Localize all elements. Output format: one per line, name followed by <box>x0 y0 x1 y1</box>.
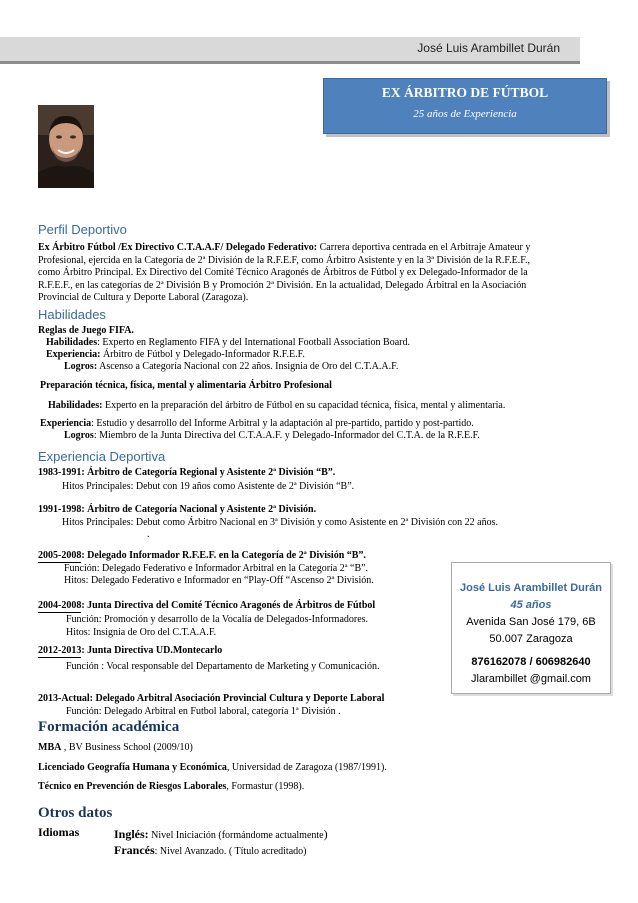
exp3-line1: Función: Delegado Federativo e Informador Arbitral en la Categoría 2ª “B”. <box>64 563 369 574</box>
hab-group2-title: Preparación técnica, física, mental y alimentaria Árbitro Profesional <box>40 380 332 391</box>
contact-address1: Avenida San José 179, 6B <box>466 616 596 628</box>
exp2-dot: . <box>147 529 150 540</box>
hab-g2-experiencia-text: : Estudio y desarrollo del Informe Arbitral y la adaptación al pre-partido, partido y post-partido. <box>91 418 474 429</box>
hab-g2-logros-text: : Miembro de la Junta Directiva del C.T.A.A.F. y Delegado-Informador del C.T.A. de la R.F.E.F. <box>93 430 480 441</box>
exp4-line2: Hitos: Insignia de Oro del C.T.A.A.F. <box>66 627 217 638</box>
title-box-subtitle: 25 años de Experiencia <box>413 108 517 120</box>
contact-box <box>451 562 611 694</box>
perfil-paragraph <box>38 242 598 305</box>
perfil-line5: Provincial de Cultura y Deporte Laboral (Zaragoza). <box>38 292 249 304</box>
perfil-line2: Profesional, ejercida en la Categoría de 2ª División de la R.F.E.F, como Árbitro Asistente y en la 3ª División de la R.F.E.F., <box>38 254 530 266</box>
perfil-line1: Carrera deportiva centrada en el Arbitraje Amateur y <box>317 242 531 253</box>
experiencia-heading: Experiencia Deportiva <box>38 449 166 464</box>
profile-photo <box>38 105 94 188</box>
contact-address2: 50.007 Zaragoza <box>489 633 573 645</box>
exp2-title: 1991-1998: Árbitro de Categoría Nacional y Asistente 2ª División. <box>38 504 317 515</box>
otros-heading: Otros datos <box>38 805 113 821</box>
hab-g1-logros-text: Ascenso a Categoría Nacional con 22 años. Insignia de Oro del C.T.A.A.F. <box>97 361 399 372</box>
formacion-heading: Formación académica <box>38 719 180 735</box>
contact-name: José Luis Arambillet Durán <box>459 582 603 594</box>
exp3-title: : Delegado Informador R.F.E.F. en la Categoría de 2ª División “B”. <box>81 550 366 561</box>
ingles-label: Inglés: <box>114 827 149 841</box>
frances-label: Francés <box>114 843 155 857</box>
form3-text: , Formastur (1998). <box>226 781 305 792</box>
hab-g1-logros-label: Logros: <box>64 361 98 372</box>
exp3-line2: Hitos: Delegado Federativo e Informador en “Play-Off “Ascenso 2ª División. <box>64 575 374 586</box>
hab-g1-habilidades-label: Habilidades <box>46 337 98 348</box>
hab-g2-habilidades-text: Experto en la preparación del árbitro de Fútbol en su capacidad técnica, física, mental y alimentaria. <box>102 400 506 411</box>
hab-g2-experiencia-label: Experiencia <box>40 418 92 429</box>
exp1-line1: Hitos Principales: Debut con 19 años como Asistente de 2ª División “B”. <box>62 481 355 492</box>
perfil-heading: Perfil Deportivo <box>38 222 127 237</box>
title-box <box>323 78 607 134</box>
form1-text: , BV Business School (2009/10) <box>61 742 193 753</box>
form2-bold: Licenciado Geografía Humana y Económica <box>38 762 227 773</box>
exp2-line1: Hitos Principales: Debut como Árbitro Nacional en 3ª División y como Asistente en 2ª División con 22 años. <box>62 517 499 528</box>
form3-bold: Técnico en Prevención de Riesgos Laborales <box>38 781 227 792</box>
header-bar-shadow <box>0 61 580 64</box>
idiomas-label: Idiomas <box>38 825 80 839</box>
perfil-line3: como Árbitro Principal. Ex Directivo del Comité Técnico Aragonés de Árbitros de Fútbol y ex Delegado-Informador de la <box>38 267 528 279</box>
exp4-year: 2004-2008 <box>38 600 82 611</box>
contact-phones: 876162078 / 606982640 <box>471 656 591 668</box>
perfil-lead: Ex Árbitro Fútbol /Ex Directivo C.T.A.A.F/ Delegado Federativo: <box>38 242 318 253</box>
exp4-title: : Junta Directiva del Comité Técnico Aragonés de Árbitros de Fútbol <box>81 600 376 611</box>
frances-text: : Nivel Avanzado. ( Título acreditado) <box>154 846 307 857</box>
hab-g1-experiencia-text: Árbitro de Fútbol y Delegado-Informador R.F.E.F. <box>100 349 305 360</box>
contact-email[interactable]: Jlarambillet @gmail.com <box>471 673 591 685</box>
ingles-paren: ) <box>323 827 328 841</box>
exp6-line1: Función: Delegado Arbitral en Futbol laboral, categoría 1ª División . <box>66 706 341 717</box>
hab-group1-title: Reglas de Juego FIFA. <box>38 325 134 336</box>
exp5-line1: Función : Vocal responsable del Departamento de Marketing y Comunicación. <box>66 661 380 672</box>
habilidades-heading: Habilidades <box>38 307 106 322</box>
exp4-line1: Función: Promoción y desarrollo de la Vocalía de Delegados-Informadores. <box>66 614 369 625</box>
person-photo-icon <box>38 105 94 188</box>
perfil-line4: R.F.E.F., en las categorías de 2ª División B y Promoción 2ª División. En la actualidad, Delegado Árbitral en la Asociación <box>38 279 527 291</box>
header-name: José Luis Arambillet Durán <box>417 41 560 55</box>
contact-age: 45 años <box>510 599 552 611</box>
ingles-text: Nivel Iniciación (formándome actualmente <box>148 830 324 841</box>
exp3-year: 2005-2008 <box>38 550 82 561</box>
exp5-title: : Junta Directiva UD.Montecarlo <box>81 645 223 656</box>
hab-g2-habilidades-label: Habilidades: <box>48 400 103 411</box>
form1-bold: MBA <box>38 742 62 753</box>
hab-g1-habilidades-text: : Experto en Reglamento FIFA y del International Football Association Board. <box>97 337 410 348</box>
exp6-title: 2013-Actual: Delegado Arbitral Asociación Provincial Cultura y Deporte Laboral <box>38 693 385 704</box>
hab-g2-logros-label: Logros <box>64 430 94 441</box>
title-box-title: EX ÁRBITRO DE FÚTBOL <box>381 85 549 100</box>
hab-g1-experiencia-label: Experiencia: <box>46 349 101 360</box>
form2-text: , Universidad de Zaragoza (1987/1991). <box>226 762 387 773</box>
exp5-year: 2012-2013 <box>38 645 82 656</box>
exp1-title: 1983-1991: Árbitro de Categoría Regional y Asistente 2ª División “B”. <box>38 467 336 478</box>
